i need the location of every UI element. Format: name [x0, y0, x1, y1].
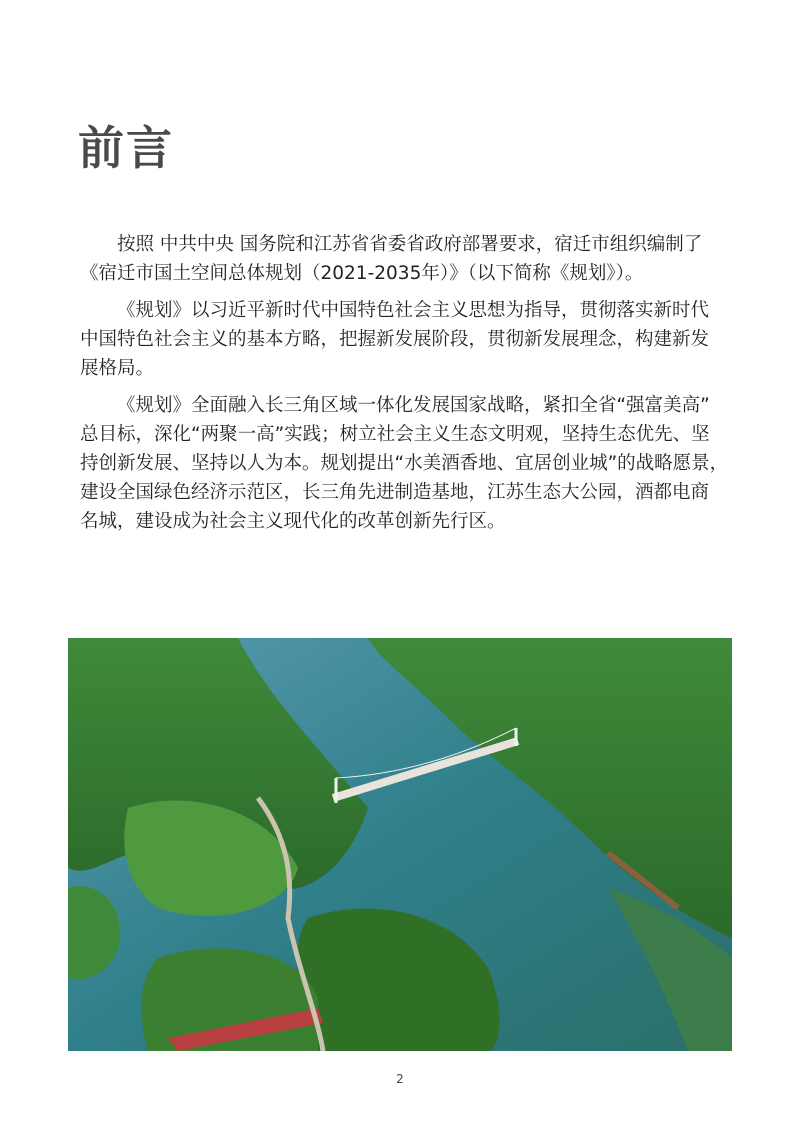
paragraph-guidance	[80, 296, 730, 383]
text-line: 建设全国绿色经济示范区，长三角先进制造基地，江苏生态大公园，酒都电商	[80, 482, 710, 503]
text-line: 《规划》以习近平新时代中国特色社会主义思想为指导，贯彻落实新时代	[117, 300, 710, 321]
text-line: 按照 中共中央 国务院和江苏省省委省政府部署要求，宿迁市组织编制了	[117, 234, 703, 255]
text-line: 《宿迁市国土空间总体规划（2021-2035年）》（以下简称《规划》）。	[80, 263, 644, 284]
text-line: 总目标，深化“两聚一高”实践；树立社会主义生态文明观，坚持生态优先、坚	[80, 424, 710, 445]
text-line: 展格局。	[80, 358, 155, 379]
aerial-river-bridge-photo	[68, 638, 732, 1051]
page-title: 前言	[78, 121, 174, 175]
text-line: 《规划》全面融入长三角区域一体化发展国家战略，紧扣全省“强富美高”	[117, 395, 710, 416]
page-number: 2	[396, 1072, 404, 1086]
paragraph-vision	[80, 391, 730, 536]
text-line: 中国特色社会主义的基本方略，把握新发展阶段，贯彻新发展理念，构建新发	[80, 329, 710, 350]
text-line: 名城，建设成为社会主义现代化的改革创新先行区。	[80, 511, 506, 532]
text-line: 持创新发展、坚持以人为本。规划提出“水美酒香地、宜居创业城”的战略愿景，	[80, 453, 729, 474]
paragraph-intro	[80, 230, 730, 288]
